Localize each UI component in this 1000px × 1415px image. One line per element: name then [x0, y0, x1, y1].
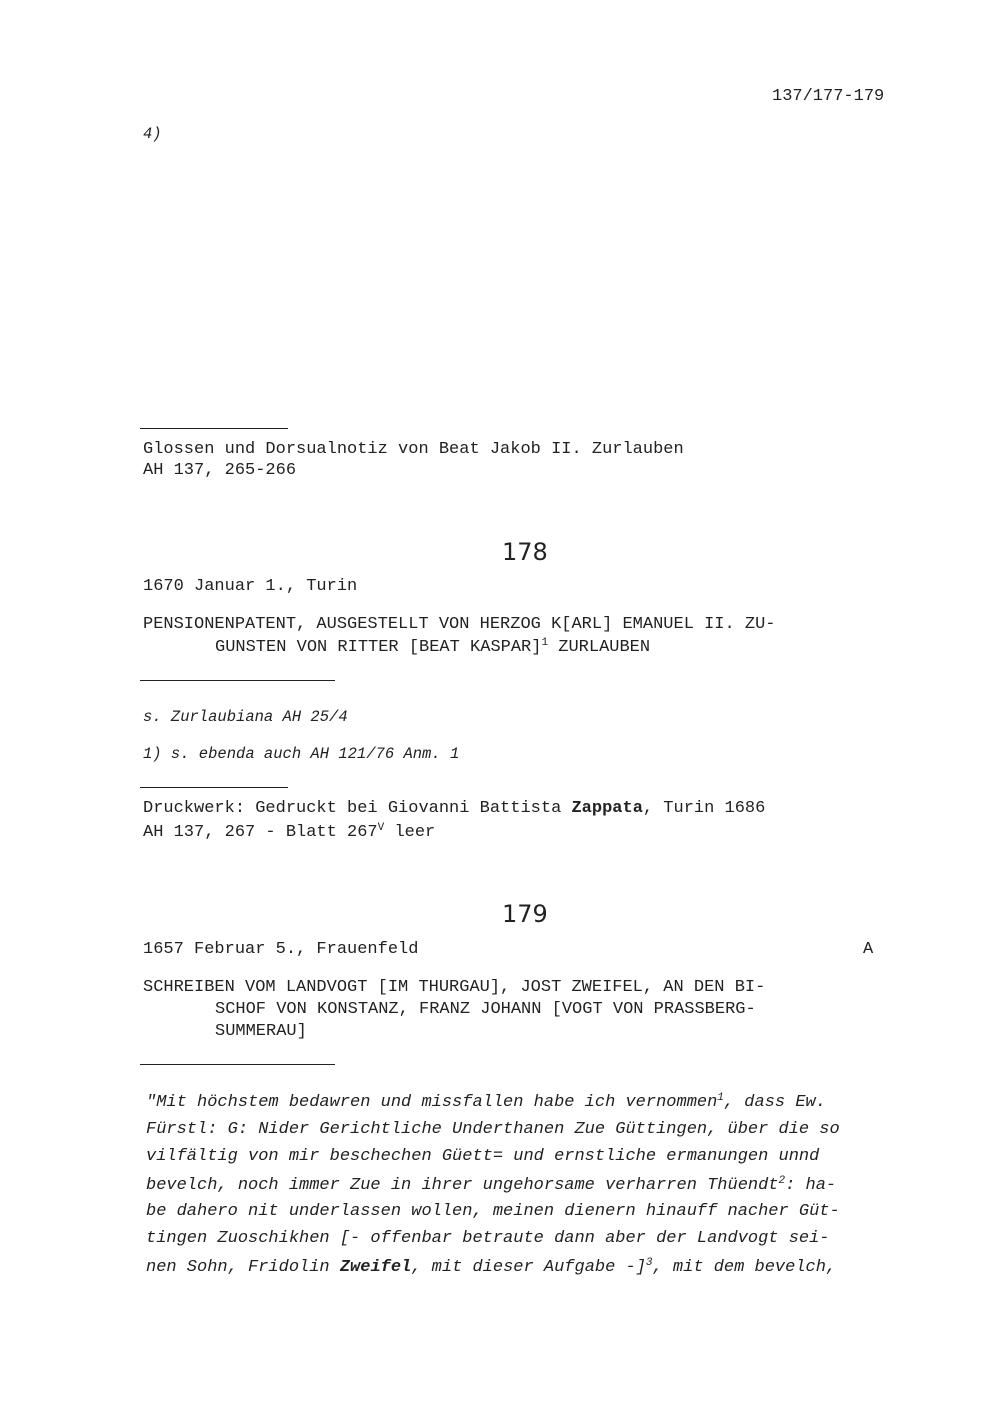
document-title-line-2: GUNSTEN VON RITTER [BEAT KASPAR]$^1$ ZURLAUBEN [215, 637, 651, 657]
footnote: 1) s. ebenda auch AH 121/76 Anm. 1 [143, 745, 460, 763]
document-title-line-3: SUMMERAU] [215, 1022, 307, 1041]
quoted-text-line: Fürstl: G: Nider Gerichtliche Underthanen Zue Güttingen, über die so [146, 1120, 840, 1139]
quoted-text-line: tingen Zuoschikhen [- offenbar betraute dann aber der Landvogt sei- [146, 1229, 830, 1248]
document-title-line-1: SCHREIBEN VOM LANDVOGT [IM THURGAU], JOST ZWEIFEL, AN DEN BI- [143, 978, 766, 997]
footnote-marker: 4) [143, 125, 162, 143]
document-title-line-2: SCHOF VON KONSTANZ, FRANZ JOHANN [VOGT VON PRASSBERG- [215, 1000, 756, 1019]
quoted-text-line: nen Sohn, Fridolin Zweifel, mit dieser Aufgabe -]$^3$, mit dem bevelch, [146, 1257, 837, 1277]
document-date-place: 1657 Februar 5., Frauenfeld [143, 940, 419, 959]
print-note: Druckwerk: Gedruckt bei Giovanni Battista Zappata, Turin 1686 [143, 799, 766, 818]
document-number: 179 [502, 900, 548, 928]
quoted-text-line: be dahero nit underlassen wollen, meinen dienern hinauff nacher Güt- [146, 1202, 840, 1221]
title-divider [140, 1064, 335, 1065]
version-mark: A [863, 940, 874, 959]
document-title-line-1: PENSIONENPATENT, AUSGESTELLT VON HERZOG K[ARL] EMANUEL II. ZU- [143, 615, 776, 634]
footnote-divider [140, 787, 288, 788]
quoted-text-line: bevelch, noch immer Zue in ihrer ungehorsame verharren Thüendt$^2$: ha- [146, 1175, 837, 1195]
page-reference: 137/177-179 [772, 87, 885, 106]
document-number: 178 [502, 538, 548, 566]
title-divider [140, 680, 335, 681]
document-date-place: 1670 Januar 1., Turin [143, 577, 358, 596]
gloss-note: Glossen und Dorsualnotiz von Beat Jakob II. Zurlauben [143, 440, 684, 459]
quoted-text-line: "Mit höchstem bedawren und missfallen habe ich vernommen$^1$, dass Ew. [146, 1092, 826, 1112]
archive-source: AH 137, 265-266 [143, 461, 297, 480]
archive-source: AH 137, 267 - Blatt $267^V$ leer [143, 822, 436, 842]
quoted-text-line: vilfältig von mir beschechen Güett= und ernstliche ermanungen unnd [146, 1147, 820, 1166]
footnote-reference: 1 [541, 637, 549, 649]
footnote-divider [140, 428, 288, 429]
cross-reference: s. Zurlaubiana AH 25/4 [143, 708, 348, 726]
